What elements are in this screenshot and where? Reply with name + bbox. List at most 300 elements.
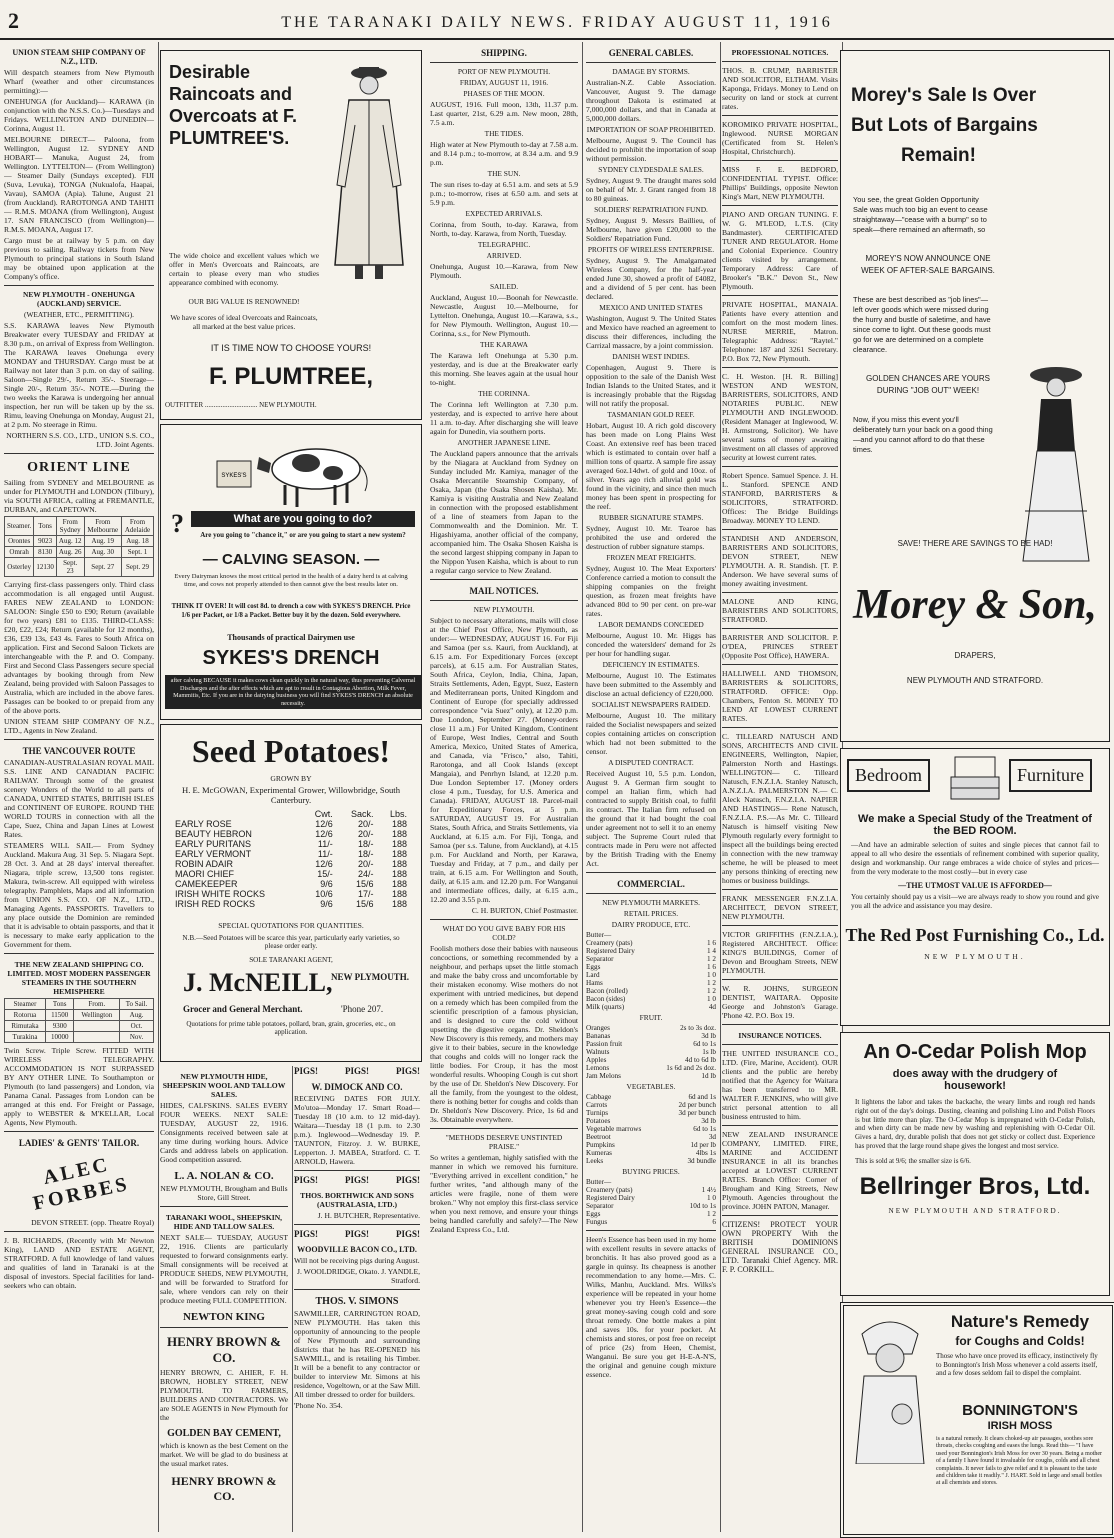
simons-name: THOS. V. SIMONS (315, 1296, 399, 1307)
orient-table (4, 516, 154, 577)
market-price: 6d to 1s (693, 1040, 716, 1048)
morey-headline-1: Morey's Sale Is Over (851, 85, 1037, 106)
market-price: 1d per lb (690, 1141, 716, 1149)
henry-brown-text2: which is known as the best Cement on the market. We will be glad to do business at the usual market rates. (160, 1441, 288, 1468)
seed-price-cell: 9/6 (320, 899, 333, 909)
seed-potatoes-title: Seed Potatoes! (191, 733, 391, 769)
redpost-headline: We make a Special Study of the Treatment of the BED ROOM. (858, 813, 1092, 837)
table-cell: Aug. 18 (122, 536, 154, 547)
nolan-name: L. A. NOLAN & CO. (174, 1170, 274, 1182)
market-price: 4d (708, 1003, 716, 1011)
market-item: Leeks (586, 1157, 604, 1165)
calving-season: — CALVING SEASON. — (202, 551, 380, 568)
pigs-label: PIGS! (294, 1229, 319, 1239)
orient-fares: Carrying first-class passengers only. Third class accommodation is all engaged until August. FARES NEW ZEALAND to LONDON: SALOON: Single £50 to £90; Return (available for two years) £81 to £135. THIRD-CLASS: £20, £22, £24; Return (available for 12 months), £36, £39 13s, £43 4s. Fares to South Africa on application. First and Second Saloon Tickets are interchangeable with the P. and O. Company. First and Second Class Passengers secure special advantages by booking through from New Zealand, being provided with Saloon Passages to Australia, which are included in the above fares. Passages can be booked to or prepaid from any of the above ports. (4, 580, 154, 715)
divider (722, 1044, 838, 1045)
market-item: Vegetable marrows (586, 1125, 642, 1133)
nolan-heading: NEW PLYMOUTH HIDE, SHEEPSKIN WOOL AND TALLOW SALES. (162, 1072, 286, 1099)
rubber-heading: RUBBER SIGNATURE STAMPS. (598, 513, 704, 522)
shipping-date: FRIDAY, AUGUST 11, 1916. (459, 78, 549, 87)
divider (722, 664, 838, 665)
market-item: Butter— (586, 1178, 612, 1186)
pigs-row (294, 1229, 420, 1239)
weather-note: (WEATHER, ETC., PERMITTING). (23, 310, 135, 319)
insurance-heading: INSURANCE NOTICES. (738, 1031, 822, 1040)
red-post-ad (840, 748, 1110, 1026)
divider (430, 600, 578, 601)
irish-moss-ad (840, 1302, 1114, 1538)
plumtree-renowned: OUR BIG VALUE IS RENOWNED! (188, 297, 300, 306)
seed-grower: H. E. McGOWAN, Experimental Grower, Willowbridge, South Canterbury. (181, 785, 400, 805)
market-row (586, 947, 716, 955)
seed-price-cell: 12/6 (315, 819, 333, 829)
market-item: Milk (quarts) (586, 1003, 625, 1011)
plumtree-choose: IT IS TIME NOW TO CHOOSE YOURS! (210, 343, 372, 353)
karawa-text: S.S. KARAWA leaves New Plymouth Breakwater every TUESDAY and FRIDAY at 8.30 p.m., on arrival of Express from Wellington. The KARAWA leaves Onehunga every MONDAY and THURSDAY. Cargo must be at Railway not later than 3 p.m. on day of sailing. Saloon—Single 29/-, Return 35/-. Steerage—Single 20/-, Return 35/-. NOTE.—During the two weeks the Karawa is undergoing her annual inspection, her run will be taken up by the ss. Rimu, leaving Onehunga on Monday, August 21, at 2 p.m. No steerage in Rimu. (4, 321, 154, 429)
mcneill-phone: 'Phone 207. (341, 1004, 384, 1014)
expected-heading: EXPECTED ARRIVALS. (465, 209, 543, 218)
table-cell: Orontes (5, 536, 34, 547)
masthead (0, 0, 1114, 40)
seed-nb: N.B.—Seed Potatoes will be scarce this year, particularly early varieties, so please order early. (182, 934, 400, 950)
orient-row (5, 547, 154, 558)
frozen-heading: FROZEN MEAT FREIGHTS. (606, 553, 696, 562)
woodville-bacon-name: WOODVILLE BACON CO., LTD. (297, 1245, 417, 1254)
raincoat-figure-illustration (321, 55, 416, 285)
telegraphic-heading: TELEGRAPHIC. (477, 240, 531, 249)
divider (4, 285, 154, 286)
divider (722, 466, 838, 467)
divider (294, 1170, 420, 1171)
seed-price-cell: 188 (391, 889, 407, 899)
market-row (586, 1133, 716, 1141)
page-number: 2 (8, 8, 19, 33)
cpr-text: CANADIAN-AUSTRALASIAN ROYAL MAIL S.S. LINE AND CANADIAN PACIFIC RAILWAY. Through some of the greatest scenery Wonders of the World to all parts of CANADA, UNITED STATES, BRITISH ISLES and CONTINENT OF EUROPE. ROUND THE WORLD TOURS in connection with all the Cape, Suez, China and Japan Lines at Lowest Rates. (4, 758, 154, 839)
shipping-heading: SHIPPING. (481, 48, 527, 58)
column-sales (160, 1066, 293, 1532)
market-row (586, 1141, 716, 1149)
mcneill-name: J. McNEILL, (183, 968, 333, 997)
divider (722, 115, 838, 116)
divider (722, 1024, 838, 1025)
reef-heading: TASMANIAN GOLD REEF. (607, 410, 695, 419)
seed-price-cell: 188 (391, 899, 407, 909)
table-header-cell: Steamer. (5, 517, 34, 536)
repatriation-text: Sydney, August 9. Messrs Baillieu, of Melbourne, have given £20,000 to the Soldiers' Repatriation Fund. (586, 216, 716, 243)
halliwell-notice: HALLIWELL AND THOMSON, BARRISTERS & SOLICITORS, STRATFORD. OFFICE: Opp. Chambers, Fenton St. MONEY TO LEND AT LOWEST CURRENT RATES. (722, 669, 838, 723)
moon-text: AUGUST, 1916. Full moon, 13th, 11.37 p.m. Last quarter, 21st, 6.29 a.m. New moon, 28th, 7.5 a.m. (430, 100, 578, 127)
market-item: Separator (586, 1202, 614, 1210)
seed-special: SPECIAL QUOTATIONS FOR QUANTITIES. (218, 921, 364, 930)
sykes-after: after calving BECAUSE it makes cows clean quickly in the natural way, thus preventing Calvernal Discharges and the after effects which are apt to result in Contagious Abortion, Milk Fever, Mammitis, Etc. If you are in the dairying business you will find SYKES'S DRENCH an absolute necessity. (165, 675, 421, 709)
divider (586, 872, 716, 873)
frozen-text: Sydney, August 10. The Meat Exporters' Conference carried a motion to consult the shipping companies on the freight question, as frozen meat freights have advanced 80d to 90 per cent. on pre-war rates. (586, 564, 716, 618)
simons-phone: 'Phone No. 354. (294, 1401, 343, 1410)
divider (722, 925, 838, 926)
divider (586, 1230, 716, 1231)
table-cell: Omrah (5, 547, 34, 558)
dresser-illustration (945, 753, 1005, 803)
sykes-brand: SYKES'S DRENCH (202, 647, 380, 669)
furniture-label: Furniture (1009, 759, 1092, 792)
buying-heading: BUYING PRICES. (622, 1167, 680, 1176)
henry-brown-name-footer: HENRY BROWN & CO. (171, 1474, 277, 1503)
market-item: Passion fruit (586, 1040, 623, 1048)
market-price: 3d per bunch (678, 1109, 716, 1117)
market-row (586, 939, 716, 947)
market-row (586, 1056, 716, 1064)
woodville-bacon-agents: J. WOOLDRIDGE, Okato. J. YANDLE, Stratford. (297, 1267, 420, 1285)
borthwick-name: THOS. BORTHWICK AND SONS (AUSTRALASIA, LTD.) (300, 1191, 414, 1209)
mail-np: NEW PLYMOUTH. (473, 605, 535, 614)
table-cell: Sept. 23 (56, 558, 84, 577)
ocedar-sub: does away with the drudgery of housework! (892, 1068, 1058, 1092)
market-row (586, 1093, 716, 1101)
orient-row (5, 558, 154, 577)
market-item: Creamery (pats) (586, 939, 633, 947)
table-cell: Turakina (5, 1032, 46, 1043)
npo-heading: NEW PLYMOUTH - ONEHUNGA (AUCKLAND) SERVICE. (23, 290, 135, 308)
seed-price-cell: 11/- (317, 849, 333, 859)
seed-price-cell: 20/- (358, 859, 374, 869)
divider (294, 1224, 420, 1225)
natusch-notice: C. TILLEARD NATUSCH AND SONS, ARCHITECTS AND CIVIL ENGINEERS, Wellington, Napier, Palmerston North and Hastings. WELLINGTON— C. Tilleard Natusch, F.N.Z.I.A. Stanley Natusch, A.N.Z.I.A. PALMERSTON N.— C. Aleck Natusch, F.N.Z.I.A. NAPIER AND HASTINGS— Rene Natusch, F.N.Z.I.A. P.S.—As Mr. C. Tilleard Natusch is himself visiting New Plymouth regularly every fortnight to inspect all the buildings being erected in connection with the new tramway scheme, he will be pleased to meet any persons thinking of erecting new homes or business buildings. (722, 732, 838, 885)
column-shipping-news (426, 42, 583, 1532)
pigs-row (294, 1175, 420, 1185)
market-row (586, 1003, 716, 1011)
cpr-sailings: STEAMERS WILL SAIL— From Sydney Auckland. Makura Aug. 31 Sep. 5. Niagara Sept. 28 Oct. 3. And at 28 days' interval thereafter. Niagara, triple screw, 13,500 tons register. Makura, twin-screw. All equipped with wireless telegraphy. Pamphlets, Maps and all information from UNION S.S. CO. OF N.Z., LTD., Managing Agents. PASSPORTS. Travellers to any place outside the Dominion are reminded that it is advisable to obtain passports, and that it is necessary to make early application to the Government for them. (4, 841, 154, 949)
united-insurance-notice: THE UNITED INSURANCE CO., LTD. (Fire, Marine, Accident). OUR clients and the public are hereby notified that the Agency for Waitara has been transferred to MR. WALTER F. JENKINS, who will give strict personal attention to all business entrusted to him. (722, 1049, 838, 1121)
market-row (586, 1149, 716, 1157)
table-cell: 9300 (45, 1021, 74, 1032)
plumtree-headline: Desirable Raincoats and Overcoats at F. PLUMTREE'S. (169, 62, 298, 148)
market-price: 1s 6d and 2s doz. (666, 1064, 716, 1072)
seed-variety-name: MAORI CHIEF (175, 869, 235, 879)
redpost-text: —And have an admirable selection of suites and single pieces that cannot fail to appeal to all who desire the essentials of refinement combined with superior quality, design and workmanship. Our range embraces a wide choice of styles and prices—from the very moderate to the most costly—but in every case (851, 841, 1099, 876)
cow-illustration (211, 431, 381, 511)
orient-row (5, 536, 154, 547)
pigs-label: PIGS! (395, 1175, 420, 1185)
market-row (586, 979, 716, 987)
table-cell: Rotorua (5, 1010, 46, 1021)
mcneill-grocer: Grocer and General Merchant. (183, 1004, 303, 1014)
table-header-cell: From Sydney (56, 517, 84, 536)
seed-price-cell: 188 (391, 819, 407, 829)
market-row (586, 1101, 716, 1109)
market-item: Cabbage (586, 1093, 612, 1101)
market-price: 1 6 (707, 963, 716, 971)
johns-notice: W. R. JOHNS, SURGEON DENTIST, WAITARA. Opposite George and Johnston's Garage. 'Phone 42. P.O. Box 19. (722, 984, 838, 1020)
divider (160, 1206, 288, 1207)
ocedar-ad (840, 1032, 1110, 1296)
redpost-value: —THE UTMOST VALUE IS AFFORDED— (898, 881, 1052, 890)
table-cell: Aug. (120, 1010, 154, 1021)
seed-header-cell: Sack. (351, 809, 374, 819)
ladies-gents-heading: LADIES' & GENTS' TAILOR. (18, 1138, 140, 1148)
morey-p1: You see, the great Golden Opportunity Sale was much too big an event to cease straightaway—"cease with a bump" so to speak—there remained an aftermath, so (853, 195, 988, 234)
table-cell: Aug. 30 (84, 547, 121, 558)
table-cell: 9023 (34, 536, 57, 547)
morey-p3: Now, if you miss this event you'll deliberately turn your back on a good thing—and you cannot afford to do that these times. (853, 415, 993, 454)
table-header-cell: From Adelaide (122, 517, 154, 536)
seed-price-cell: 17/- (358, 889, 374, 899)
market-row (586, 1186, 716, 1194)
irish-moss-text: Those who have once proved its efficacy, instinctively fly to Bonnington's Irish Moss whenever a cold asserts itself, and a few doses seldom fail to dispel the complaint. (936, 1352, 1098, 1378)
plumtree-text2: We have scores of ideal Overcoats and Raincoats, all marked at the best value prices. (170, 313, 318, 331)
divider (430, 919, 578, 920)
table-cell: Nov. (120, 1032, 154, 1043)
dairy-table (586, 931, 716, 1011)
mail-text: Subject to necessary alterations, mails will close at the Chief Post Office, New Plymouth, as under:— WEDNESDAY, AUGUST 16. For Fiji and Samoa (per s.s. Kauri, from Auckland), at 6.15 a.m. For Expeditionary Forces (except parcels), at 6.15 a.m. For Australian States, South Africa, Ceylon, India, China, Japan, Straits Settlements, Aden, Egypt, Suez, Eastern and Mediterranean ports, United Kingdom and Continent of Europe (for specially addressed correspondence "via Suez" only), at 12.20 p.m. Due London, September 27. (Money-orders close 11 a.m.) For United Kingdom, Continent of Europe, West Indies, Central and South America, Mexico, United States of America, and Canada, via "Frisco," also, Tahiti, Rarotonga, and all Cook Islands (except Mangaia), and Penrhyn Island, at 12.20 p.m. Due London September 17. (Money orders close 4 p.m., Tuesday, for U.S. America and Canada). FRIDAY, AUGUST 18. Parcel-mail for Expeditionary Forces, at 5 p.m. SATURDAY, AUGUST 19. For Australian States, South Africa, and Straits Settlements, via Auckland, at 6.15 a.m. For Fiji, Tonga, and Samoa (per s.s. Talune, from Auckland), at 4.15 p.m. For Auckland and North, per Karawa, Tuesday and Friday, at 7 p.m., and daily per train, at 6.15 a.m. For Wellington and South, daily, at 6.15 a.m. and 12.20 p.m. For Wanganui and intermediate offices, daily, at 6.15 a.m., 12.20 and 3.55 p.m. (430, 616, 578, 904)
market-item: Bacon (rolled) (586, 987, 628, 995)
market-item: Jam Melons (586, 1072, 621, 1080)
orient-line-heading: ORIENT LINE (27, 460, 131, 475)
expected-text: Corinna, from South, to-day. Karawa, from North, to-day. Karawa, from North, Tuesday. (430, 220, 578, 238)
table-cell: Sept. 27 (84, 558, 121, 577)
market-price: 3d (708, 1133, 716, 1141)
seed-price-cell: 12/6 (315, 829, 333, 839)
danish-text: Copenhagen, August 9. There is opposition to the sale of the Danish West Indian Islands to the United States, and it is increasingly probable that the Rigsdag will not ratify the proposal. (586, 363, 716, 408)
morey-golden: GOLDEN CHANCES ARE YOURS DURING "JOB OUT" WEEK! (866, 374, 990, 395)
veg-table (586, 1093, 716, 1165)
seed-variety-name: BEAUTY HEBRON (175, 829, 252, 839)
table-cell: Aug. 26 (56, 547, 84, 558)
divider (586, 893, 716, 894)
market-item: Fungus (586, 1218, 608, 1226)
seed-price-cell: 188 (391, 839, 407, 849)
market-row (586, 931, 716, 939)
cough-heading: WHAT DO YOU GIVE BABY FOR HIS COLD? (442, 924, 566, 942)
market-row (586, 1210, 716, 1218)
market-item: Registered Dairy (586, 1194, 635, 1202)
market-item: Carrots (586, 1101, 608, 1109)
golden-bay-cement: GOLDEN BAY CEMENT, (167, 1428, 281, 1439)
retail-heading: RETAIL PRICES. (623, 909, 679, 918)
wireless-text: Sydney, August 9. The Amalgamated Wireless Company, for the half-year ended June 30, showed a profit of £4082, and a dividend of 5 per cent. has been declared. (586, 256, 716, 301)
corinna-news: The Corinna left Wellington at 7.30 p.m. yesterday, and is expected to arrive here about 11 a.m. to-day. After discharging she will leave again for Dunedin, via southern ports. (430, 400, 578, 436)
market-item: Bacon (sides) (586, 995, 626, 1003)
crump-notice: THOS. B. CRUMP, BARRISTER AND SOLICITOR, ELTHAM. Visits Kaponga, Fridays. Money to Lend on security on land or stock at current rates. (722, 66, 838, 111)
mexico-heading: MEXICO AND UNITED STATES (599, 303, 703, 312)
seed-variety-name: IRISH WHITE ROCKS (175, 889, 266, 899)
irish-moss-text2: is a natural remedy. It clears choked-up air passages, soothes sore throats, checks coughing and eases the lungs. Read this— "I have used your Bonnington's Irish Moss for over 30 years. Being a mother of a family I have found it invaluable for coughs, colds and all chest complaints. It never fails to give relief and it is pleasant to the taste and children take it readily." J. HART. Sold in large and small bottles at all chemists and stores. (936, 1436, 1103, 1487)
seed-price-cell: 188 (391, 859, 407, 869)
pigs-label: PIGS! (344, 1229, 369, 1239)
bonnington-brand2: IRISH MOSS (987, 1420, 1053, 1432)
market-price: 1 0 (707, 995, 716, 1003)
market-item: Kumeras (586, 1149, 612, 1157)
pigs-label: PIGS! (395, 1066, 420, 1076)
seed-variety-name: CAMEKEEPER (175, 879, 238, 889)
sykes-think: THINK IT OVER! It will cost 8d. to drench a cow with SYKES'S DRENCH. Price 1/6 per Packet, or 1/8 a Packet. Better buy it by the dozen. Sold everywhere. (171, 603, 411, 619)
market-price: 1s lb (702, 1048, 716, 1056)
citizens-notice: CITIZENS! PROTECT YOUR OWN PROPERTY With the BRITISH DOMINIONS GENERAL INSURANCE CO., LTD. Taranaki Chief Agency. MR. F. P. CORKILL. (722, 1220, 838, 1274)
simons-text: SAWMILLER, CARRINGTON ROAD, NEW PLYMOUTH. Has taken this opportunity of announcing to the people of New Plymouth and surrounding districts that he has RE-OPENED his SAWMILL, and is retailing his Timber. It will be a benefit to any contractor or builder to interview Mr. Simons at his residence, Vogeltown, or at the Saw Mill. All timber dressed to order for builders. (294, 1309, 420, 1399)
seed-price-cell: 188 (391, 849, 407, 859)
nzsc-row (5, 1010, 154, 1021)
labor-text: Melbourne, August 10. Mr. Higgs has conceded the waterslders' demand for 2s per hour for handling sugar. (586, 631, 716, 658)
tides-heading: THE TIDES. (484, 129, 524, 138)
market-price: 1 0 (707, 971, 716, 979)
seed-variety-name: IRISH RED ROCKS (175, 899, 256, 909)
redpost-location: NEW PLYMOUTH. (924, 952, 1026, 961)
onehunga-text: ONEHUNGA (for Auckland)— KARAWA (in conjunction with the N.S.S. Co.)—Tuesdays and Fridays. WELLINGTON AND DUNEDIN— Corinna, August 11. (4, 97, 154, 133)
market-row (586, 963, 716, 971)
seed-price-cell: 20/- (358, 829, 374, 839)
table-cell: 12130 (34, 558, 57, 577)
morey-headline-3: Remain! (901, 145, 976, 166)
seed-price-cell: 15/6 (356, 879, 374, 889)
market-price: 1 0 (707, 1194, 716, 1202)
market-row (586, 971, 716, 979)
market-row (586, 987, 716, 995)
seed-variety-row (171, 889, 411, 899)
king-text: NEXT SALE— TUESDAY, AUGUST 22, 1916. Clients are particularly requested to forward consignments early. Small consignments will be received at PRODUCE SHEDS, NEW PLYMOUTH, and will be forwarded to Stratford for sale, where vendors can rely on their produce meeting FULL COMPETITION. (160, 1233, 288, 1305)
market-row (586, 1109, 716, 1117)
prof-heading: PROFESSIONAL NOTICES. (731, 48, 829, 57)
market-item: Lard (586, 971, 600, 979)
market-price: 3d lb (701, 1032, 716, 1040)
market-row (586, 1125, 716, 1133)
column-pigs (294, 1066, 420, 1532)
borthwick-agent: J. H. BUTCHER, Representative. (317, 1211, 420, 1220)
market-price: 3d lb (701, 1117, 716, 1125)
seed-price-cell: 188 (391, 829, 407, 839)
sun-text: The sun rises to-day at 6.51 a.m. and sets at 5.9 p.m.; to-morrow, rises at 6.50 a.m. and sets at 5.9 p.m. (430, 180, 578, 207)
wireless-heading: PROFITS OF WIRELESS ENTERPRISE. (587, 245, 715, 254)
divider (722, 1215, 838, 1216)
pigs-label: PIGS! (294, 1175, 319, 1185)
storms-heading: DAMAGE BY STORMS. (612, 67, 690, 76)
socialist-heading: SOCIALIST NEWSPAPERS RAIDED. (591, 700, 711, 709)
karawa-heading: THE KARAWA (479, 340, 529, 349)
dimock-text: RECEIVING DATES FOR JULY. Mo'utoa—Monday 17. Smart Road—Tuesday 18 (10 a.m. to 12 mid-day). Waitara—Tuesday 18 (1 p.m. to 2.30 p.m.). Inglewood—Wednesday 19. P. TAUNTON, Fitzroy. J. W. BURKE, Lepperton. J. MABEA, Stratford. C. T. ARNOLD, Hawera. (294, 1094, 420, 1166)
morey-save: SAVE! THERE ARE SAVINGS TO BE HAD! (897, 539, 1053, 548)
redpost-name: The Red Post Furnishing Co., Ld. (845, 925, 1105, 945)
market-row (586, 955, 716, 963)
piano-notice: PIANO AND ORGAN TUNING. F. W. G. M'LEOD, L.T.S. (City Bandmaster). CERTIFICATED TUNER AND REGULATOR. Home and Colonial Experience. Country clients visited by arrangement. Temporary Address: Care of Brooker's "B.K." Devon St., New Plymouth. (722, 210, 838, 291)
market-row (586, 1040, 716, 1048)
port-heading: PORT OF NEW PLYMOUTH. (457, 67, 551, 76)
irish-moss-sub: for Coughs and Colds! (955, 1334, 1085, 1348)
ocedar-title: An O-Cedar Polish Mop (863, 1041, 1087, 1063)
market-item: Eggs (586, 963, 601, 971)
seed-variety-name: EARLY ROSE (175, 819, 232, 829)
market-price: 3d bundle (687, 1157, 716, 1165)
market-row (586, 1032, 716, 1040)
market-item: Eggs (586, 1210, 601, 1218)
moon-heading: PHASES OF THE MOON. (463, 89, 545, 98)
market-price: 10d to 1s (689, 1202, 716, 1210)
table-header-cell: Tons (34, 517, 57, 536)
cough-text: Foolish mothers dose their babies with nauseous concoctions, or something recommended by a neighbour, and perhaps upset the little stomach and make the baby cross and uncomfortable by their mistaken economy. Wise mothers do not experiment with untried medicines, but depend on a remedy which has been compiled from the scientific prescription of a famous physician, and is designed to cure the cold without upsetting the digestive organs. Dr. Sheldon's New Discovery is this remedy, and mothers may give it to their babies, secure in the knowledge that coughs and colds will no longer rack the little bodies. For Croup, it has the most wonderful results. Whooping Cough is cut short by the use of Dr. Sheldon's New Discovery. For all the family, from the youngest to the oldest, there is nothing better for coughs and colds than Dr. Sheldon's New Discovery. Price, 1s 6d and 3s. Obtainable everywhere. (430, 944, 578, 1124)
dimock-name: W. DIMOCK AND CO. (311, 1082, 403, 1092)
seed-price-cell: 10/6 (315, 889, 333, 899)
seed-variety-row (171, 849, 411, 859)
ocedar-price: This is sold at 9/6; the smaller size is 6/6. (855, 1156, 971, 1165)
henry-brown-name: HENRY BROWN & CO. (167, 1334, 281, 1365)
fruit-heading: FRUIT. (639, 1013, 663, 1022)
cargo-text: Cargo must be at railway by 5 p.m. on day previous to sailing. Railway tickets from New Plymouth to principal stations in South Island may be obtained upon application at the Company's office. (4, 236, 154, 281)
market-price: 1 4 (707, 947, 716, 955)
nzsc-row (5, 1021, 154, 1032)
redpost-text2: You certainly should pay us a visit—we are always ready to show you round and give you all the advice and assistance you may desire. (851, 893, 1099, 910)
alec-forbes-address: DEVON STREET. (opp. Theatre Royal) (31, 1218, 154, 1227)
market-item: Hams (586, 979, 603, 987)
bedford-notice: MISS F. E. BEDFORD, CONFIDENTIAL TYPIST. Office: Phillips' Buildings, opposite Newton King's Mart, NEW PLYMOUTH. (722, 165, 838, 201)
market-price: 1 6 (707, 939, 716, 947)
market-item: Creamery (pats) (586, 1186, 633, 1194)
table-cell (74, 1021, 120, 1032)
drench-box-label: SYKES'S (221, 473, 247, 479)
market-row (586, 1202, 716, 1210)
market-item: Lemons (586, 1064, 610, 1072)
nzsc-heading: THE NEW ZEALAND SHIPPING CO. LIMITED. MOST MODERN PASSENGER STEAMERS IN THE SOUTHERN HEMISPHERE (7, 960, 151, 996)
table-cell: Sept. 1 (122, 547, 154, 558)
table-cell: Sept. 29 (122, 558, 154, 577)
divider (4, 1231, 154, 1232)
table-cell: 8130 (34, 547, 57, 558)
nurse-figure-illustration (850, 1314, 930, 1464)
manaia-notice: PRIVATE HOSPITAL, MANAIA. Patients have every attention and comfort on the most modern lines. NURSE MERRIE, Matron. Telegraphic Address: "Raytel." Telephone: 187 and 3261 Secretary. P.O. Box 72, New Plymouth. (722, 300, 838, 363)
market-price: 1 2 (707, 955, 716, 963)
nzsc-text: Twin Screw. Triple Screw. FITTED WITH WIRELESS TELEGRAPHY. ACCOMMODATION IS NOT SURPASSED BY ANY OTHER LINE. To Southampton or Plymouth (to land passengers) and London, via Panama Canal. Passages from London can be arranged at this end. For Freight or Passage, apply to WEBSTER & M'KELLAR, Local Agents, New Plymouth. (4, 1046, 154, 1127)
market-item: Butter— (586, 931, 612, 939)
table-header-cell: To Sail. (120, 999, 154, 1010)
table-header-cell: Steamer (5, 999, 46, 1010)
seed-variety-row (171, 869, 411, 879)
table-cell: Aug. 12 (56, 536, 84, 547)
market-price: 4lbs 1s (695, 1149, 716, 1157)
northern-agents: NORTHERN S.S. CO., LTD., UNION S.S. CO., LTD. Joint Agents. (6, 431, 154, 449)
table-cell: Rimutaka (5, 1021, 46, 1032)
market-price (670, 1178, 716, 1186)
table-cell: 11500 (45, 1010, 74, 1021)
sykes-question: What are you going to do? (191, 511, 415, 527)
seed-price-cell: 188 (391, 879, 407, 889)
market-price: 2s to 3s doz. (680, 1024, 716, 1032)
market-price: 1d lb (701, 1072, 716, 1080)
nz-insurance-notice: NEW ZEALAND INSURANCE COMPANY, LIMITED. FIRE, MARINE and ACCIDENT INSURANCE in all its branches accepted at LOWEST CURRENT RATES. Branch Office: Corner of Brougham and King Streets, New Plymouth. Agencies throughout the province. JOHN PATON, Manager. (722, 1130, 838, 1211)
usscc-heading: UNION STEAM SHIP COMPANY OF N.Z., LTD. (12, 48, 146, 66)
divider (4, 739, 154, 740)
socialist-text: Melbourne, August 10. The military raided the Socialist newspapers and seized copies containing articles on conscription which had not been submitted to the censor. (586, 711, 716, 756)
market-row (586, 1194, 716, 1202)
market-item: Apples (586, 1056, 607, 1064)
methods-heading: "METHODS DESERVE UNSTINTED PRAISE." (445, 1133, 563, 1151)
richards-ad: J. B. RICHARDS, (Recently with Mr Newton King), LAND AND ESTATE AGENT, STRATFORD. A full knowledge of land values and qualities of land in Taranaki is at the disposal of investors. Special facilities for land-seekers who can obtain. (4, 1236, 154, 1290)
disputed-heading: A DISPUTED CONTRACT. (608, 758, 694, 767)
morey-son-name: Morey & Son, (853, 582, 1097, 628)
market-price: 6d to 1s (693, 1125, 716, 1133)
column-professional-notices (718, 42, 843, 1532)
market-price: 1 2 (707, 979, 716, 987)
market-item: Potatoes (586, 1117, 611, 1125)
market-price: 1 4½ (701, 1186, 716, 1194)
seed-variety-row (171, 899, 411, 909)
standish-notice: STANDISH AND ANDERSON, BARRISTERS AND SOLICITORS, DEVON STREET, NEW PLYMOUTH. A. R. Standish. [T. P. Anderson. We have several sums of money awaiting investment. (722, 534, 838, 588)
danish-heading: DANISH WEST INDIES. (612, 352, 690, 361)
newspaper-title: THE TARANAKI DAILY NEWS. FRIDAY AUGUST 11, 1916 (281, 14, 833, 31)
newton-king-name: NEWTON KING (182, 1311, 265, 1323)
market-price (696, 931, 716, 939)
market-item: Bananas (586, 1032, 611, 1040)
market-item: Separator (586, 955, 614, 963)
morey-announce: MOREY'S NOW ANNOUNCE ONE WEEK OF AFTER-SALE BARGAINS. (861, 254, 995, 275)
market-price: 6d and 1s (688, 1093, 716, 1101)
markets-heading: NEW PLYMOUTH MARKETS. (602, 898, 700, 907)
seed-sole-agent: SOLE TARANAKI AGENT, (249, 956, 333, 964)
